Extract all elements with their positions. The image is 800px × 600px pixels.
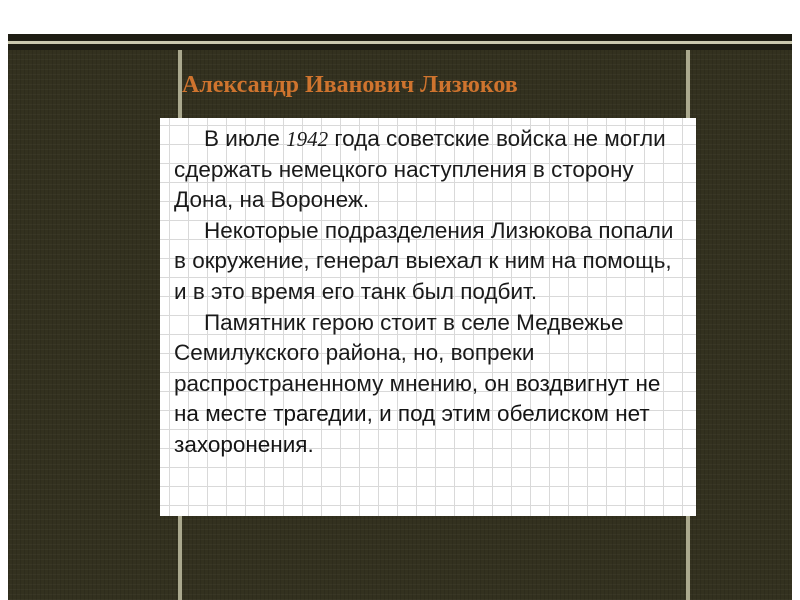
slide-title: Александр Иванович Лизюков <box>182 72 518 98</box>
paragraph-3-overflow: он воздвигнут не на месте трагедии, и под этим обелиском нет захоронения. <box>174 370 661 457</box>
slide-body-text <box>174 124 690 461</box>
top-band-line <box>8 41 792 44</box>
paragraph-1-end: года советские войска не могли сдержать немецкого наступления в сторону Дона, на Воронеж. <box>174 126 666 213</box>
paragraph-2: Некоторые подразделения Лизюкова попали в окружение, генерал выехал к ним на помощь, и в это время его танк был подбит. <box>174 217 674 304</box>
year-1942: 1942 <box>286 127 329 151</box>
paragraph-1-start: В июле <box>204 126 287 151</box>
paragraph-3: Памятник герою стоит в селе Медвежье Семилукского района, но, вопреки распространенному мнению, <box>174 309 624 396</box>
